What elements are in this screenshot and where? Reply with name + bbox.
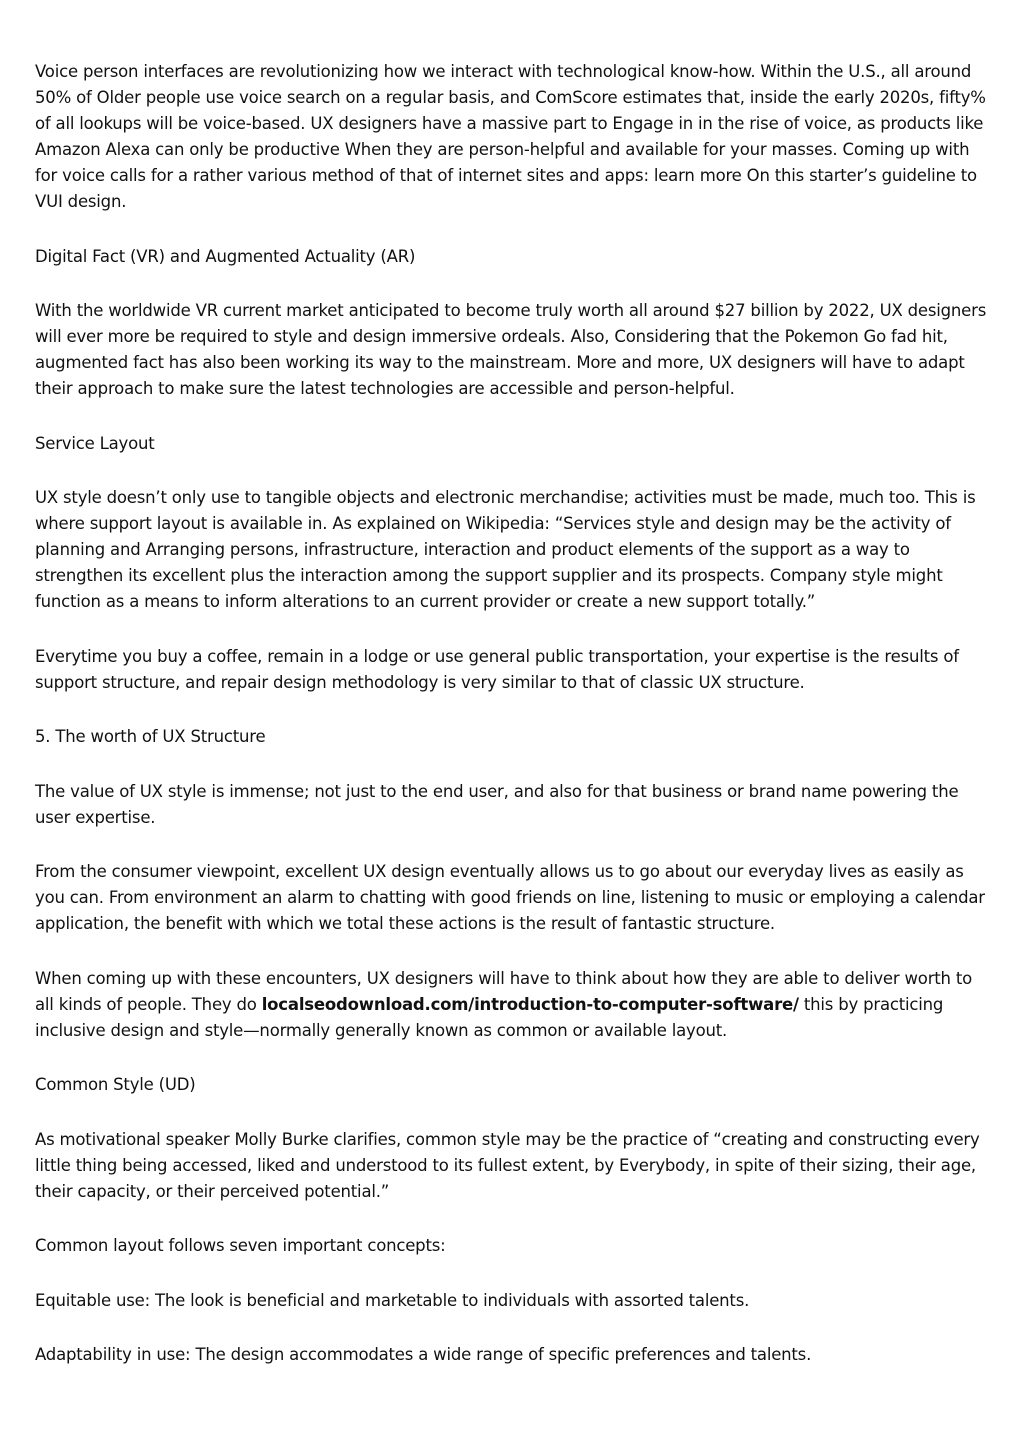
paragraph-value-of-ux: The value of UX style is immense; not just to the end user, and also for that business or brand name powering the user expertise.: [35, 781, 959, 827]
paragraph-service-layout: UX style doesn’t only use to tangible objects and electronic merchandise; activities must be made, much too. This is where support layout is available in. As explained on Wikipedia: “Services style and design may be the activity of planning and Arranging persons, infrastructure, interaction and product elements of the support as a way to strengthen its excellent plus the interaction among the support supplier and its prospects. Company style might function as a means to inform alterations to an current provider or create a new support totally.”: [35, 488, 976, 611]
paragraph-vr-ar: With the worldwide VR current market anticipated to become truly worth all around $27 billion by 2022, UX designers will ever more be required to style and design immersive ordeals. Also, Considering that the Pokemon Go fad hit, augmented fact has also been working its way to the mainstream. More and more, UX designers will have to adapt their approach to make sure the latest technologies are accessible and person-helpful.: [35, 301, 987, 398]
paragraph-consumer-viewpoint: From the consumer viewpoint, excellent UX design eventually allows us to go about our everyday lives as easily as you can. From environment an alarm to chatting with good friends on line, listening to music or employing a calendar application, the benefit with which we total these actions is the result of fantastic structure.: [35, 862, 985, 933]
paragraph-vui-intro: Voice person interfaces are revolutionizing how we interact with technological know-how. Within the U.S., all around 50% of Older people use voice search on a regular basis, and ComScore estimates that, inside the early 2020s, fifty% of all lookups will be voice-based. UX designers have a massive part to Engage in in the rise of voice, as products like Amazon Alexa can only be productive When they are person-helpful and available for your masses. Coming up with for voice calls for a rather various method of that of internet sites and apps: learn more On this starter’s guideline to VUI design.: [35, 62, 986, 211]
subheading-service-layout: Service Layout: [35, 433, 155, 453]
link-paragraph-after: this by practicing inclusive design and style—normally generally known as common or available layout.: [35, 994, 944, 1040]
subheading-universal-design: Common Style (UD): [35, 1075, 196, 1094]
subheading-worth-of-ux: 5. The worth of UX Structure: [35, 727, 266, 746]
paragraph-molly-burke: As motivational speaker Molly Burke clarifies, common style may be the practice of “creating and constructing every little thing being accessed, liked and understood to its fullest extent, by Everybody, in spite of their sizing, their age, their capacity, or their perceived potential.”: [35, 1129, 980, 1201]
paragraph-coffee-example: Everytime you buy a coffee, remain in a lodge or use general public transportation, your expertise is the results of support structure, and repair design methodology is very similar to that of classic UX structure.: [35, 646, 959, 692]
link-paragraph-before: When coming up with these encounters, UX designers will have to think about how they are able to deliver worth to all kinds of people. They do: [35, 968, 973, 1014]
paragraph-adaptability: Adaptability in use: The design accommodates a wide range of specific preferences and talents.: [35, 1345, 812, 1364]
paragraph-equitable-use: Equitable use: The look is beneficial and marketable to individuals with assorted talents.: [35, 1290, 750, 1310]
inline-link[interactable]: localseodownload.com/introduction-to-computer-software/: [261, 994, 799, 1014]
document-body: [35, 59, 991, 1397]
paragraph-seven-concepts: Common layout follows seven important concepts:: [35, 1236, 446, 1255]
paragraph-with-link: [35, 966, 991, 1044]
subheading-vr-ar: Digital Fact (VR) and Augmented Actuality (AR): [35, 246, 416, 266]
